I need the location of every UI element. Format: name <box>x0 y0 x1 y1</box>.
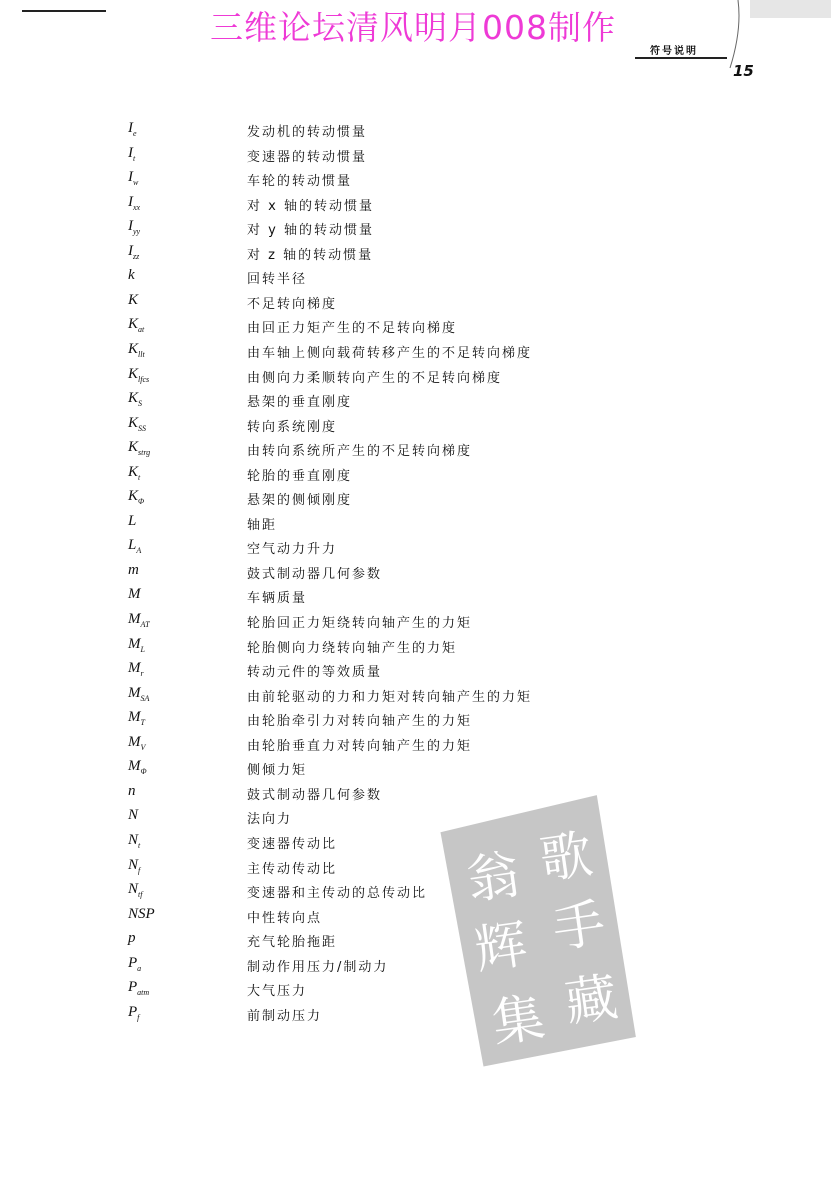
symbol-description: 由回正力矩产生的不足转向梯度 <box>247 321 458 337</box>
symbol-description: 轮胎的垂直刚度 <box>247 468 353 484</box>
symbol: $K_{SS}$ <box>128 414 147 433</box>
symbol-subscript: lfcs <box>138 374 150 384</box>
symbol-description: 悬架的垂直刚度 <box>247 395 353 411</box>
symbol: $I_{yy}$ <box>128 218 141 237</box>
page-number: 15 <box>733 62 754 80</box>
symbol-subscript: SS <box>138 423 147 433</box>
symbol-subscript: T <box>140 718 145 728</box>
seal-char: 集 <box>488 987 549 1055</box>
header-section-label: 符号说明 <box>650 46 698 57</box>
symbol: $M_\Phi$ <box>128 758 147 777</box>
table-row <box>0 758 831 782</box>
page-corner-shadow <box>690 0 831 70</box>
table-row <box>0 906 831 930</box>
symbol: $M_{SA}$ <box>128 684 150 703</box>
symbol-description: 变速器的转动惯量 <box>247 149 368 165</box>
symbol-description: 对 y 轴的转动惯量 <box>247 223 374 239</box>
symbol-description: 充气轮胎拖距 <box>247 935 338 951</box>
symbol: m <box>128 561 139 578</box>
symbol-description: 转动元件的等效质量 <box>247 665 383 681</box>
symbol-subscript: t <box>133 153 136 163</box>
symbol-description: 由转向系统所产生的不足转向梯度 <box>247 444 473 460</box>
symbol-subscript: at <box>138 325 145 335</box>
symbol-subscript: e <box>133 129 137 138</box>
seal-char: 翁 <box>463 844 524 912</box>
table-row <box>0 488 831 512</box>
symbol: $M_L$ <box>128 635 145 654</box>
symbol-description: 对 z 轴的转动惯量 <box>247 247 374 263</box>
table-row <box>0 734 831 758</box>
symbol-description: 制动作用压力/制动力 <box>247 959 389 975</box>
seal-stamp <box>428 789 642 1072</box>
symbol-description: 侧倾力矩 <box>247 763 308 779</box>
symbol-description: 轴距 <box>247 517 278 533</box>
table-row <box>0 169 831 193</box>
symbol-subscript: yy <box>133 227 141 237</box>
symbol-subscript: A <box>136 546 142 556</box>
symbol: $I_e$ <box>128 120 137 138</box>
symbol: L <box>128 512 137 529</box>
symbol: $K_{lfcs}$ <box>128 365 150 384</box>
symbol-subscript: f <box>137 1012 140 1022</box>
table-row <box>0 930 831 954</box>
symbol: $K_{at}$ <box>128 316 145 335</box>
symbol-description: 轮胎侧向力绕转向轴产生的力矩 <box>247 640 458 656</box>
table-row <box>0 267 831 291</box>
symbol-description: 大气压力 <box>247 984 308 1000</box>
table-row <box>0 145 831 169</box>
symbol-subscript: xx <box>133 202 141 212</box>
symbol: $M_T$ <box>128 709 145 728</box>
table-row <box>0 685 831 709</box>
symbol-description: 法向力 <box>247 812 293 828</box>
symbol-subscript: f <box>138 865 141 875</box>
symbol-description: 由前轮驱动的力和力矩对转向轴产生的力矩 <box>247 689 533 705</box>
table-row <box>0 292 831 316</box>
symbol-description: 空气动力升力 <box>247 542 338 558</box>
symbol-description: 鼓式制动器几何参数 <box>247 566 383 582</box>
symbol: $I_{zz}$ <box>128 242 140 261</box>
table-row <box>0 513 831 537</box>
seal-char: 藏 <box>561 967 622 1035</box>
symbol-description: 车轮的转动惯量 <box>247 174 353 190</box>
symbol: $N_f$ <box>128 856 141 875</box>
symbol-subscript: Φ <box>138 497 145 507</box>
symbol-description: 前制动压力 <box>247 1008 323 1024</box>
symbol-description: 由车轴上侧向载荷转移产生的不足转向梯度 <box>247 345 533 361</box>
table-row <box>0 832 831 856</box>
symbol-description: 鼓式制动器几何参数 <box>247 787 383 803</box>
symbol: $K_S$ <box>128 390 143 409</box>
symbol-description: 由轮胎垂直力对转向轴产生的力矩 <box>247 738 473 754</box>
symbol-description: 回转半径 <box>247 272 308 288</box>
symbol-subscript: L <box>140 644 145 654</box>
symbol-subscript: SA <box>140 693 150 703</box>
symbol-description: 对 x 轴的转动惯量 <box>247 198 374 214</box>
symbol: M <box>128 586 141 603</box>
symbol-subscript: tf <box>138 890 143 900</box>
symbol: $K_\Phi$ <box>128 488 145 507</box>
symbol-subscript: AT <box>140 620 150 629</box>
symbol: $M_r$ <box>128 660 144 679</box>
table-row <box>0 881 831 905</box>
symbol-subscript: zz <box>133 251 140 261</box>
table-row <box>0 341 831 365</box>
table-row <box>0 316 831 340</box>
symbol-description: 主传动传动比 <box>247 861 338 877</box>
table-row <box>0 783 831 807</box>
symbol: $I_{xx}$ <box>128 193 141 212</box>
header-rule <box>635 57 727 59</box>
symbol: $P_{atm}$ <box>128 979 150 998</box>
table-row <box>0 390 831 414</box>
symbol: $M_{AT}$ <box>128 611 150 629</box>
top-rule <box>22 10 106 12</box>
seal-char: 辉 <box>471 914 532 982</box>
symbol-subscript: V <box>140 742 146 752</box>
table-row <box>0 1004 831 1028</box>
table-row <box>0 366 831 390</box>
symbol-subscript: llt <box>138 349 145 359</box>
symbol-description: 变速器传动比 <box>247 836 338 852</box>
symbol-description: 不足转向梯度 <box>247 296 338 312</box>
symbol-subscript: a <box>137 963 142 973</box>
symbol: k <box>128 267 135 284</box>
table-row <box>0 586 831 610</box>
symbol: $I_w$ <box>128 169 139 188</box>
table-row <box>0 439 831 463</box>
symbol: $P_f$ <box>128 1003 140 1022</box>
symbol-description: 悬架的侧倾刚度 <box>247 493 353 509</box>
symbol-description: 转向系统刚度 <box>247 419 338 435</box>
seal-char: 歌 <box>536 824 597 892</box>
table-row <box>0 120 831 144</box>
table-row <box>0 955 831 979</box>
watermark-text: 三维论坛清风明月008制作 <box>210 8 616 47</box>
table-row <box>0 857 831 881</box>
table-row <box>0 562 831 586</box>
table-row <box>0 415 831 439</box>
symbol-subscript: atm <box>137 988 150 998</box>
symbol-description: 由侧向力柔顺转向产生的不足转向梯度 <box>247 370 503 386</box>
symbol-description: 轮胎回正力矩绕转向轴产生的力矩 <box>247 616 473 631</box>
table-row <box>0 464 831 488</box>
symbol: $N_{tf}$ <box>128 881 143 900</box>
symbol-description: 发动机的转动惯量 <box>247 125 368 140</box>
symbol: NSP <box>128 905 155 922</box>
symbol: $K_t$ <box>128 463 141 482</box>
symbol-subscript: t <box>138 840 141 850</box>
symbol: n <box>128 782 136 799</box>
seal-char: 手 <box>549 893 609 961</box>
symbol-description: 中性转向点 <box>247 910 323 926</box>
symbol-subscript: strg <box>138 448 151 458</box>
symbol: $K_{llt}$ <box>128 340 145 359</box>
symbol: $P_a$ <box>128 954 142 973</box>
symbol-subscript: S <box>138 399 143 409</box>
symbol: $I_t$ <box>128 144 136 163</box>
symbol: K <box>128 291 139 308</box>
symbol-subscript: t <box>138 472 141 482</box>
symbol: N <box>128 807 139 824</box>
symbol: $K_{strg}$ <box>128 439 151 458</box>
table-row <box>0 807 831 831</box>
symbol-description: 变速器和主传动的总传动比 <box>247 886 428 902</box>
symbol: $N_t$ <box>128 831 141 850</box>
symbol-description: 由轮胎牵引力对转向轴产生的力矩 <box>247 714 473 730</box>
table-row <box>0 709 831 733</box>
table-row <box>0 218 831 242</box>
symbol-subscript: w <box>133 178 139 188</box>
symbol-subscript: r <box>140 669 144 679</box>
symbol: $M_V$ <box>128 733 146 752</box>
table-row <box>0 636 831 660</box>
table-row <box>0 194 831 218</box>
symbol: $L_A$ <box>128 537 142 556</box>
table-row <box>0 243 831 267</box>
symbol: p <box>128 930 136 947</box>
table-row <box>0 611 831 635</box>
symbol-subscript: Φ <box>140 767 147 777</box>
table-row <box>0 537 831 561</box>
symbol-description: 车辆质量 <box>247 591 308 607</box>
table-row <box>0 979 831 1003</box>
table-row <box>0 660 831 684</box>
